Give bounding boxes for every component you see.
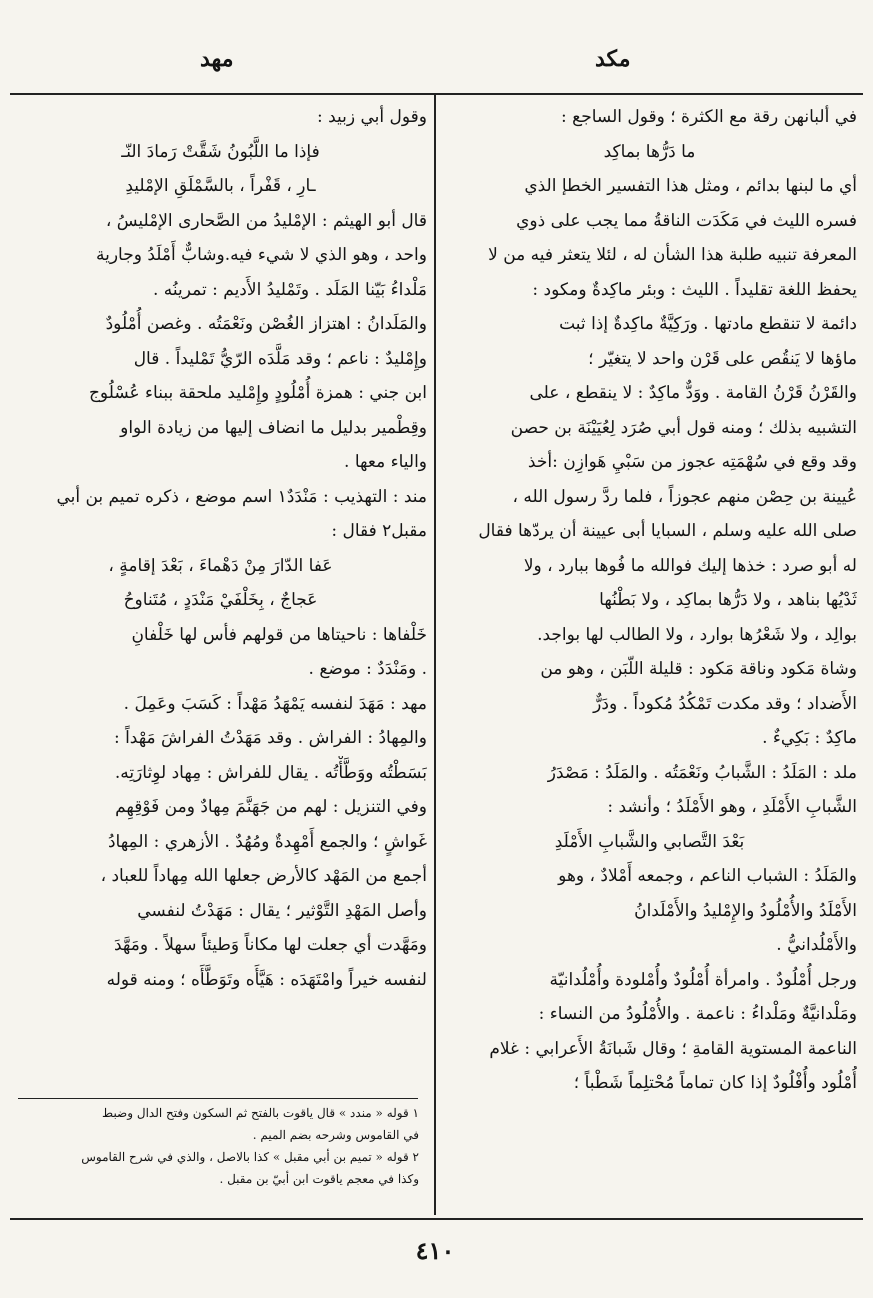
- text-line: فسره الليث في مَكَدَت الناقةُ مما يجب على ذوي: [516, 210, 857, 231]
- text-line: مَلْداءُ بَيّنا المَلَد . وتَمْليدُ الأَديم : تمرينُه .: [153, 279, 427, 300]
- text-line: بَسَطْتُه ووَطَّأْتُه . يقال للفراش : مِهاد لوِثارَتِه.: [114, 762, 427, 783]
- text-line: الأَمْلَدُ والأُمْلُودُ والإِمْليدُ والأَمْلَدانُ: [634, 900, 857, 921]
- text-line: قال أبو الهيثم : الإمْليدُ من الصَّحارى الإمْليسُ ،: [105, 210, 427, 231]
- text-line: وقول أبي زبيد :: [316, 107, 427, 127]
- text-line: أُمْلُود وأُفْلُودٌ إذا كان تماماً مُحْتلِماً شَطْباً ؛: [573, 1073, 857, 1093]
- text-line: لنفسه خيراً وامْتَهَدَه : هَيَّأَه وتَوَطَّأَه ؛ ومنه قوله: [106, 969, 427, 990]
- text-line: خَلْفاها : ناحيتاها من قولهم فأس لها خَلْفانِ: [131, 624, 427, 645]
- text-line: أجمع من المَهْد كالأرض جعلها الله مِهاداً للعباد ،: [100, 866, 427, 886]
- header-keyword-left: مهد: [200, 46, 234, 72]
- text-line: الشَّبابِ الأَمْلَدِ ، وهو الأَمْلَدُ ؛ وأنشد :: [607, 797, 857, 817]
- bottom-rule: [10, 1218, 863, 1220]
- text-line: وشاة مَكود وناقة مَكود : قليلة اللّبَن ، وهو من: [540, 659, 857, 679]
- text-line: والمَلَدانُ : اهتزاز الغُصْن ونَعْمَتُه . وغصن أُمْلُودٌ: [105, 314, 427, 334]
- text-line: الناعمة المستوية القامةِ ؛ وقال شَبانَةُ الأَعرابي : غلام: [489, 1038, 857, 1059]
- text-line: عُيينة بن حِصْن منهم عجوزاً ، فلما ردَّ رسول الله ،: [512, 486, 857, 507]
- entry-start-line: مند : التهذيب : مَنْدَدٌ١ اسم موضع ، ذكره تميم بن أبي: [56, 486, 427, 507]
- text-line: والقَرْنُ قَرْنُ القامة . ووَدٌّ ماكِدٌ : لا ينقطع ، على: [529, 383, 857, 403]
- text-line: الأَضداد ؛ وقد مكدت تَمْكُدُ مُكوداً . ودَرٌّ: [593, 693, 857, 714]
- text-line: والياء معها .: [344, 452, 427, 472]
- footnote-line: ٢ قوله « تميم بن أبي مقبل » كذا بالاصل ، والذي في شرح القاموس: [81, 1150, 419, 1164]
- text-line: أي ما لبنها بدائم ، ومثل هذا التفسير الخطإ الذي: [524, 176, 857, 196]
- text-line: غَواشٍ ؛ والجمع أَمْهِدةٌ ومُهُدٌ . الأزهري : المِهادُ: [107, 831, 427, 852]
- text-line: دائمة لا تنقطع مادتها . ورَكِيَّةٌ ماكِدةٌ إذا ثبت: [559, 314, 857, 334]
- text-line: واحد ، وهو الذي لا شيء فيه.وشابٌّ أَمْلَدُ وجارية: [95, 245, 427, 265]
- right-column: [442, 100, 857, 1101]
- text-line: والمَلَدُ : الشباب الناعم ، وجمعه أَمْلادٌ ، وهو: [558, 866, 857, 886]
- text-line: بوالِد ، ولا شَعْرُها بوارد ، ولا الطالب لها بواجد.: [537, 624, 857, 645]
- text-line: ماؤها لا يَنقُص على قَرْن واحد لا يتغيّر ؛: [588, 348, 857, 369]
- text-line: صلى الله عليه وسلم ، السبايا أبى عيينة أن يردّها فقال: [478, 521, 857, 541]
- text-line: ومَلْدانيَّةٌ ومَلْداءُ : ناعمة . والأُمْلُودُ من النساء :: [538, 1004, 857, 1024]
- entry-start-line: مهد : مَهَدَ لنفسه يَمْهَدُ مَهْداً : كَسَبَ وعَمِلَ .: [123, 693, 427, 714]
- text-line: وأصل المَهْدِ التَّوْثير ؛ يقال : مَهَدْتُ لنفسي: [137, 900, 427, 921]
- top-rule: [10, 93, 863, 95]
- text-line: والمِهادُ : الفراش . وقد مَهَدْتُ الفراشَ مَهْداً :: [113, 728, 427, 748]
- text-line: . ومَنْدَدٌ : موضع .: [308, 659, 427, 679]
- left-column: [14, 100, 427, 997]
- verse-line: عَجاجٌ ، بِخَلْفَيْ مَنْدَدٍ ، مُتَناوحُ: [123, 590, 318, 610]
- footnotes: [14, 1102, 419, 1190]
- text-line: في ألبانهن رقة مع الكثرة ؛ وقول الساجع :: [561, 107, 857, 127]
- text-line: والأَمْلُدانيُّ .: [776, 935, 857, 955]
- verse-line: فإذا ما اللَّبُونُ شَقَّتْ رَمادَ النّـ: [121, 141, 320, 162]
- text-line: له أبو صرد : خذها إليك فوالله ما فُوها ببارد ، ولا: [523, 555, 857, 576]
- text-line: وإِمْليدٌ : ناعم ؛ وقد مَلَّدَه الرّيُّ تَمْليداً . قال: [133, 348, 427, 369]
- text-line: ماكِدٌ : بَكِيءٌ .: [762, 728, 857, 748]
- footnote-rule: [18, 1098, 418, 1099]
- text-line: ورجل أُمْلُودٌ . وامرأة أُمْلُودٌ وأُمْلودة وأُمْلُدانيّة: [549, 969, 857, 990]
- footnote-line: وكذا في معجم ياقوت ابن أبيّ بن مقبل .: [219, 1172, 419, 1186]
- footnote-line: في القاموس وشرحه بضم الميم .: [252, 1128, 419, 1142]
- footnote-line: ١ قوله « مندد » قال ياقوت بالفتح ثم السكون وفتح الدال وضبط: [102, 1106, 419, 1120]
- text-line: التشبيه بذلك ؛ ومنه قول أبي صُرَد لِعُيَيْنَة بن حصن: [510, 417, 857, 438]
- text-line: المعرفة تنبيه طلبة هذا الشأن له ، لئلا يتعثر فيه من لا: [488, 245, 857, 265]
- text-line: وقِطْمير بدليل ما انضاف إليها من زيادة الواو: [120, 417, 427, 438]
- entry-start-line: ملد : المَلَدُ : الشَّبابُ ونَعْمَتُه . والمَلَدُ : مَصْدَرُ: [547, 762, 857, 783]
- text-line: وفي التنزيل : لهم من جَهَنَّمَ مِهادٌ ومن فَوْقِهِم: [115, 797, 427, 817]
- text-line: ومَهَّدت أي جعلت لها مكاناً وَطيئاً سهلاً . ومَهَّدَ: [113, 935, 427, 955]
- verse-line: ـارِ ، قَفْراً ، بالسَّمْلَقِ الإمْليدِ: [125, 176, 316, 196]
- text-line: ثَدْيُها بناهد ، ولا دَرُّها بماكِد ، ولا بَطْنُها: [599, 590, 857, 610]
- verse-line: ما دَرُّها بماكِد: [603, 141, 696, 162]
- header-keyword-right: مكد: [595, 46, 631, 72]
- verse-line: بَعْدَ التَّصابي والشَّبابِ الأَمْلَدِ: [554, 831, 745, 852]
- page-number: ٤١٠: [415, 1236, 455, 1265]
- text-line: مقبل٢ فقال :: [331, 521, 427, 541]
- text-line: يحفظ اللغة تقليداً . الليث : وبئر ماكِدةٌ ومكود :: [532, 279, 857, 300]
- verse-line: عَفا الدّارَ مِنْ دَهْماءَ ، بَعْدَ إقامةٍ ،: [108, 555, 333, 576]
- text-line: ابن جني : همزة أُمْلُودٍ وإِمْليد ملحقة ببناء عُسْلُوج: [88, 383, 427, 403]
- column-divider: [434, 95, 436, 1215]
- text-line: وقد وقع في سُهْمَتِه عجوز من سَبْيِ هَوازِن :أخذ: [527, 452, 857, 472]
